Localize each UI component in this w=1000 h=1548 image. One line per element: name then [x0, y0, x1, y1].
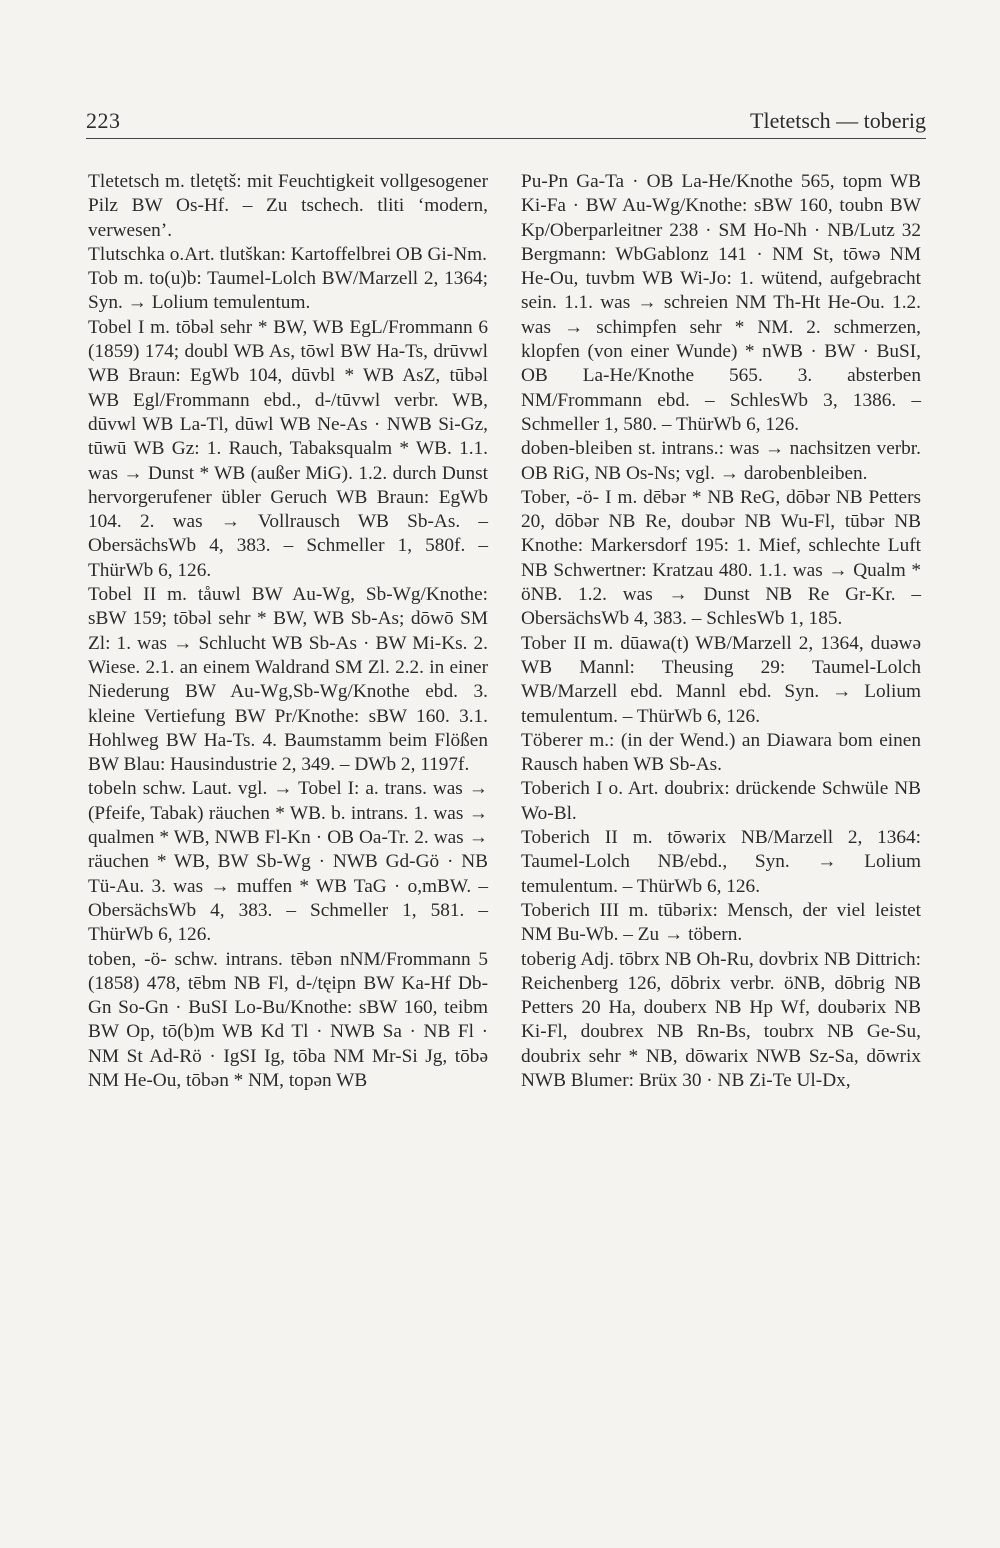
entry-text: m. tōbəl sehr * BW, WB EgL/Frommann 6 (1859) 174; doubl WB As, tōwl BW Ha-Ts, drūvwl WB Braun: EgWb 104, dūvbl * WB AsZ, tūbəl WB Egl/Frommann ebd., d-/tūvwl verbr. WB, dūvwl WB La-Tl, dūwl WB Ne-As · NWB Si-Gz, tūwū WB Gz: 1. Rauch, Tabaksqualm * WB. 1.1. was → Dunst * WB (außer MiG). 1.2. durch Dunst hervorgerufener übler Geruch WB Braun: EgWb 104. 2. was → Vollrausch WB Sb-As. – ObersächsWb 4, 383. – Schmeller 1, 580f. – ThürWb 6, 126. — [88, 316, 488, 581]
entry-text: m.: (in der Wend.) an Diawara bom einen Rausch haben WB Sb-As. — [521, 729, 921, 776]
dictionary-entry — [88, 170, 488, 243]
page-header — [86, 104, 926, 139]
entry-text: m. tūbərix: Mensch, der viel leistet NM Bu-Wb. – Zu → töbern. — [521, 899, 922, 946]
dictionary-entry — [88, 267, 488, 316]
entry-text: m. dūawa(t) WB/Marzell 2, 1364, duəwə WB Mannl: Theusing 29: Taumel-Lolch WB/Marzell ebd. Mannl ebd. Syn. → Lolium temulentum. – ThürWb 6, 126. — [521, 632, 921, 727]
headword: toben, -ö- — [88, 948, 167, 970]
dictionary-entry — [88, 583, 488, 777]
headword: Toberich I — [521, 778, 603, 800]
entry-text: o. Art. doubrix: drückende Schwüle NB Wo-Bl. — [521, 778, 921, 824]
dictionary-entry — [521, 437, 921, 486]
headword: Tob — [88, 268, 119, 290]
headword: Tobel I — [88, 316, 145, 338]
dictionary-entry — [521, 486, 921, 632]
entry-text: Pu-Pn Ga-Ta · OB La-He/Knothe 565, topm WB Ki-Fa · BW Au-Wg/Knothe: sBW 160, toubn BW Kp/Oberparleitner 238 · SM Ho-Nh · NB/Lutz 32 Bergmann: WbGablonz 141 · NM St, tōwə NM He-Ou, tuvbm WB Wi-Jo: 1. wütend, aufgebracht sein. 1.1. was → schreien NM Th-Ht He-Ou. 1.2. was → schimpfen sehr * NM. 2. schmerzen, klopfen (von einer Wunde) * nWB · BW · BuSI, OB La-He/Knothe 565. 3. absterben NM/Frommann ebd. – SchlesWb 3, 1386. – Schmeller 1, 580. – ThürWb 6, 126. — [521, 171, 921, 435]
headword: Tlutschka — [88, 243, 165, 265]
dictionary-entry — [521, 729, 921, 778]
entry-text: schw. intrans. tēbən nNM/Frommann 5 (1858) 478, tēbm NB Fl, d-/tęipn BW Ka-Hf Db-Gn So-Gn · BuSI Lo-Bu/Knothe: sBW 160, teibm BW Op, tō(b)m WB Kd Tl · NWB Sa · NB Fl · NM St Ad-Rö · IgSI Ig, tōba NM Mr-Si Jg, tōbə NM He-Ou, tōbən * NM, topən WB — [88, 948, 488, 1091]
headword: Tober II — [521, 632, 587, 654]
entry-text: schw. Laut. vgl. → Tobel I: a. trans. was → (Pfeife, Tabak) räuchen * WB. b. intrans. 1. was → qualmen * WB, NWB Fl-Kn · OB Oa-Tr. 2. was → räuchen * WB, BW Sb-Wg · NWB Gd-Gö · NB Tü-Au. 3. was → muffen * WB TaG · o,mBW. – ObersächsWb 4, 383. – Schmeller 1, 581. – ThürWb 6, 126. — [88, 778, 488, 946]
dictionary-entry — [521, 948, 921, 1094]
dictionary-entry — [88, 243, 488, 267]
entry-text: Adj. tōbrx NB Oh-Ru, dovbrix NB Dittrich: Reichenberg 126, dōbrix verbr. öNB, dōbrig NB Petters 20 Ha, douberx NB Hp Wf, doubərix NB Ki-Fl, doubrex NB Rn-Bs, toubrx NB Ge-Su, doubrix sehr * NB, dōwarix NWB Sz-Sa, dōwrix NWB Blumer: Brüx 30 · NB Zi-Te Ul-Dx, — [521, 948, 921, 1091]
headword: Toberich II — [521, 827, 618, 849]
headword: Toberich III — [521, 899, 620, 921]
headword: Tobel II — [88, 584, 157, 606]
headword: Töberer — [521, 729, 583, 751]
entry-text: m. dēbər * NB ReG, dōbər NB Petters 20, dōbər NB Re, doubər NB Wu-Fl, tūbər NB Knothe: Markersdorf 195: 1. Mief, schlechte Luft NB Schwertner: Kratzau 480. 1.1. was → Qualm * öNB. 1.2. was → Dunst NB Re Gr-Kr. – ObersächsWb 4, 383. – SchlesWb 1, 185. — [521, 486, 922, 630]
headword: toberig — [521, 948, 577, 970]
entry-text: m. tåuwl BW Au-Wg, Sb-Wg/Knothe: sBW 159; tōbəl sehr * BW, WB Sb-As; dōwō SM Zl: 1. was → Schlucht WB Sb-As · BW Mi-Ks. 2. Wiese. 2.1. an einem Waldrand SM Zl. 2.2. in einer Niederung BW Au-Wg,Sb-Wg/Knothe ebd. 3. kleine Vertiefung BW Pr/Knothe: sBW 160. 3.1. Hohlweg BW Ha-Ts. 4. Baumstamm beim Flößen BW Blau: Hausindustrie 2, 349. – DWb 2, 1197f. — [88, 584, 488, 776]
entry-text: o.Art. tlutškan: Kartoffelbrei OB Gi-Nm. — [164, 243, 487, 265]
dictionary-entry-continued — [521, 170, 921, 437]
page-number: 223 — [86, 108, 121, 133]
dictionary-entry — [521, 899, 921, 948]
entry-text: st. intrans.: was → nachsitzen verbr. OB RiG, NB Os-Ns; vgl. → darobenbleiben. — [521, 438, 921, 484]
dictionary-entry — [521, 777, 921, 826]
left-column — [88, 170, 488, 1093]
right-column — [521, 170, 921, 1093]
headword: tobeln — [88, 778, 137, 800]
headword: Tletetsch — [88, 171, 160, 192]
entry-text: m. tōwərix NB/Marzell 2, 1364: Taumel-Lolch NB/ebd., Syn. → Lolium temulentum. – ThürWb 6, 126. — [521, 827, 922, 897]
entry-text: m. to(u)b: Taumel-Lolch BW/Marzell 2, 1364; Syn. → Lolium temulentum. — [88, 268, 488, 314]
dictionary-entry — [88, 316, 488, 583]
dictionary-entry — [521, 826, 921, 899]
running-head: Tletetsch — toberig — [750, 108, 926, 133]
headword: Tober, -ö- I — [521, 486, 612, 508]
dictionary-entry — [88, 948, 488, 1094]
dictionary-entry — [521, 632, 921, 729]
headword: doben-bleiben — [521, 438, 633, 460]
dictionary-entry — [88, 777, 488, 947]
entry-text: m. tletętš: mit Feuchtigkeit vollgesogener Pilz BW Os-Hf. – Zu tschech. tliti ‘modern, verwesen’. — [88, 171, 488, 241]
